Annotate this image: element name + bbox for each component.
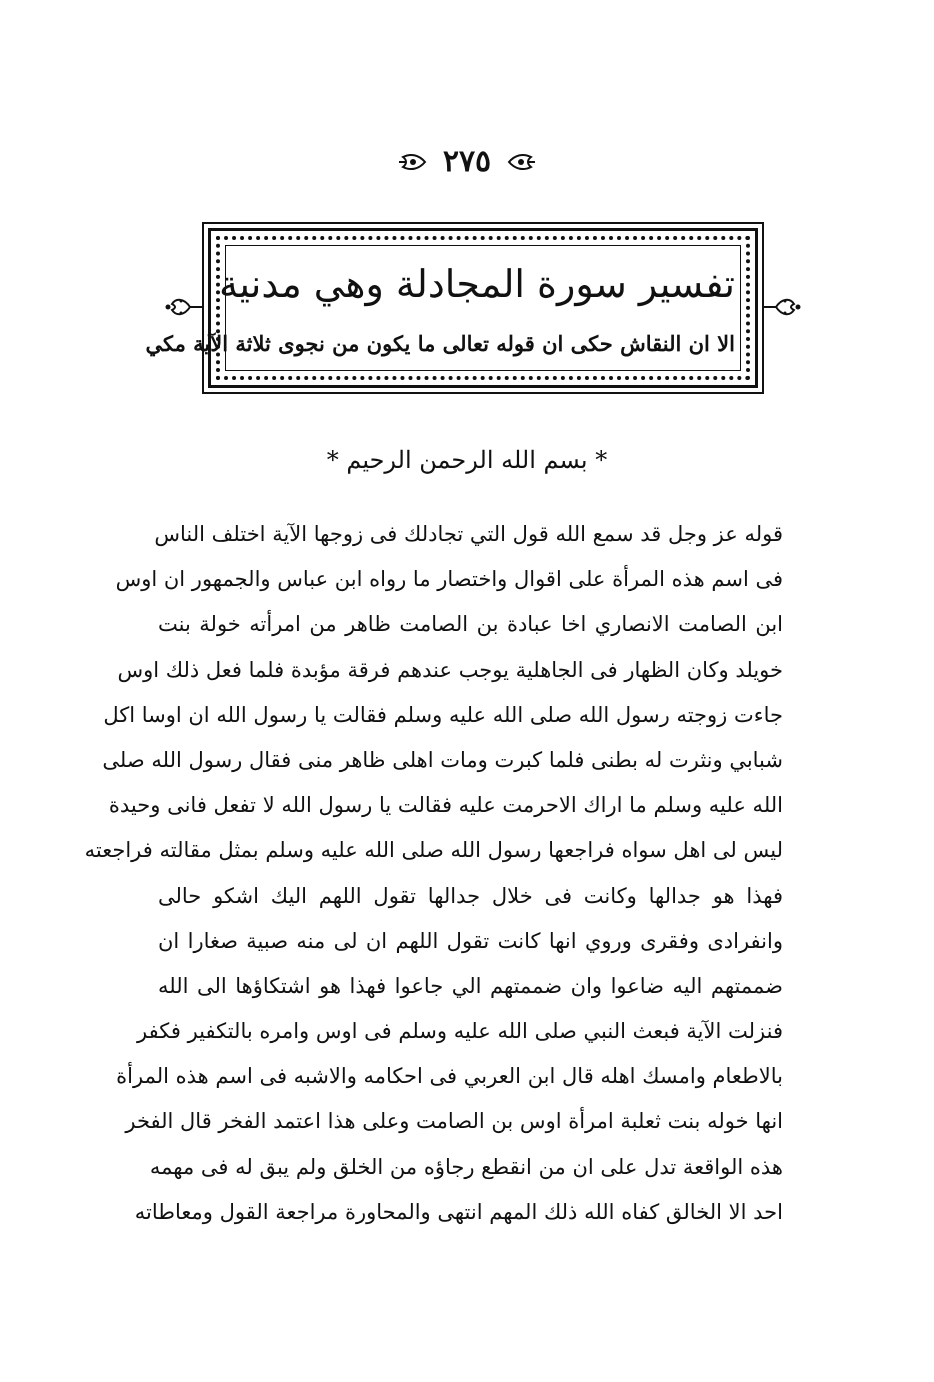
page-number: ٢٧٥ [442, 144, 492, 179]
surah-subtitle: الا ان النقاش حكى ان قوله تعالى ما يكون من نجوى ثلاثة الآية مكي [145, 331, 735, 356]
body-line: بالاطعام وامسك اهله قال ابن العربي فى احكامه والاشبه فى اسم هذه المرأة [116, 1064, 783, 1089]
body-line: قوله عز وجل قد سمع الله قول التي تجادلك فى زوجها الآية اختلف الناس [154, 522, 783, 546]
body-line: جاءت زوجته رسول الله صلى الله عليه وسلم فقالت يا رسول الله ان اوسا اكل [103, 702, 783, 727]
body-line: شبابي ونثرت له بطنى فلما كبرت ومات اهلى ظاهر منى فقال رسول الله صلى [102, 747, 783, 772]
body-line: خويلد وكان الظهار فى الجاهلية يوجب عندهم فرقة مؤبدة فلما فعل ذلك اوس [117, 657, 783, 682]
body-line: وانفرادى وفقرى وروي انها كانت تقول اللهم ان لى منه صبية صغارا ان [158, 928, 783, 953]
floral-ornament-icon [507, 147, 537, 177]
body-line: فى اسم هذه المرأة على اقوال واختصار ما رواه ابن عباس والجمهور ان اوس [115, 567, 783, 592]
floral-ornament-icon [164, 292, 206, 322]
body-line: الله عليه وسلم ما اراك الاحرمت عليه فقالت يا رسول الله لا تفعل فانى وحيدة [108, 793, 783, 818]
surah-title: تفسير سورة المجادلة وهي مدنية [218, 262, 735, 306]
body-line: فنزلت الآية فبعث النبي صلى الله عليه وسلم فى اوس وامره بالتكفير فكفر [137, 1019, 783, 1044]
page-header [0, 140, 934, 184]
surah-title-frame [145, 228, 758, 388]
body-line: فهذا هو جدالها وكانت فى خلال جدالها تقول اللهم اليك اشكو حالى [158, 883, 783, 908]
body-line: انها خوله بنت ثعلبة امرأة اوس بن الصامت وعلى هذا اعتمد الفخر قال الفخر [125, 1109, 783, 1134]
body-line: ليس لى اهل سواه فراجعها رسول الله صلى الله عليه وسلم بمثل مقالته فراجعته [84, 838, 783, 863]
body-line: احد الا الخالق كفاه الله ذلك المهم انتهى والمحاورة مراجعة القول ومعاطاته [134, 1199, 783, 1224]
body-line: ابن الصامت الانصاري اخا عبادة بن الصامت ظاهر من امرأته خولة بنت [158, 612, 783, 637]
body-line: هذه الواقعة تدل على ان من انقطع رجاؤه من الخلق ولم يبق له فى مهمه [149, 1154, 783, 1179]
basmala: * بسم الله الرحمن الرحيم * [326, 446, 608, 474]
floral-ornament-icon [397, 147, 427, 177]
body-text [84, 512, 783, 1235]
floral-ornament-icon [760, 292, 802, 322]
body-line: ضممتهم اليه ضاعوا وان ضممتهم الي جاعوا فهذا هو اشتكاؤها الى الله [158, 973, 783, 998]
